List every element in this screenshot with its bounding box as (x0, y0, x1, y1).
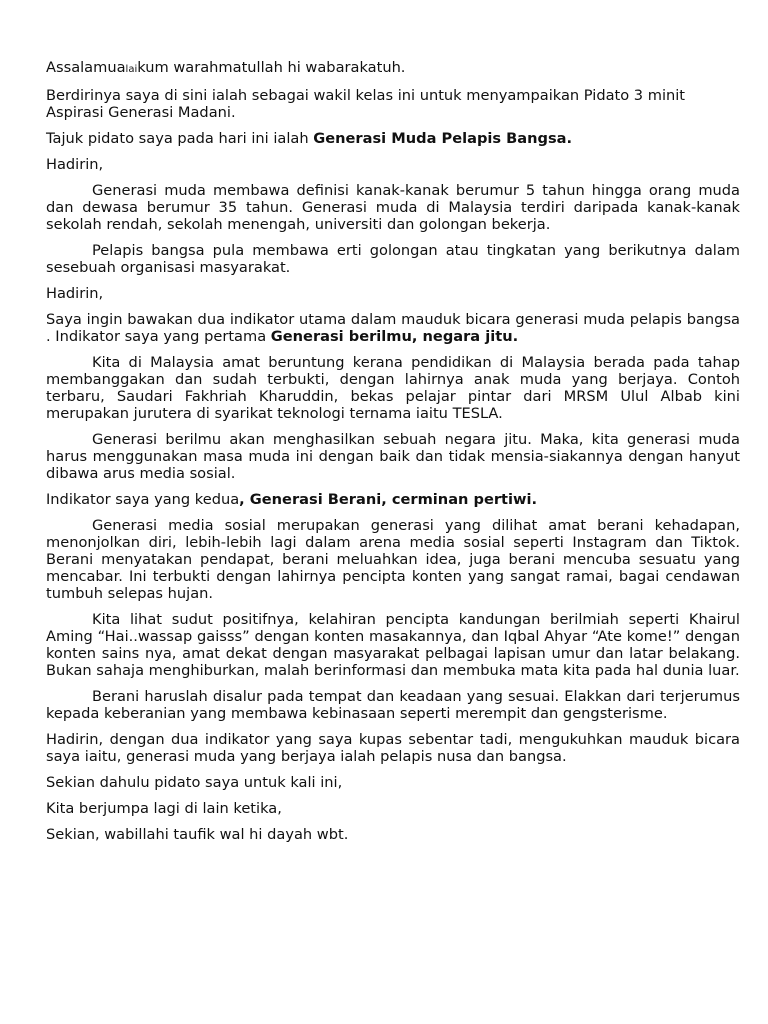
greeting-line (46, 59, 740, 78)
title-line-prefix: Tajuk pidato saya pada hari ini ialah (46, 130, 314, 147)
paragraph-kesimpulan: Hadirin, dengan dua indikator yang saya kupas sebentar tadi, mengukuhkan mauduk bicara saya iaitu, generasi muda yang berjaya ialah pelapis nusa dan bangsa. (46, 731, 740, 765)
indicator-1-heading: Generasi berilmu, negara jitu. (270, 328, 519, 345)
title-line (46, 130, 740, 147)
indicator-1-paragraph (46, 311, 740, 345)
paragraph-media-sosial: Generasi media sosial merupakan generasi yang dilihat amat berani kehadapan, menonjolkan diri, lebih-lebih lagi dalam arena media sosial seperti Instagram dan Tiktok. Berani menyatakan pendapat, berani meluahkan idea, juga berani mencuba sesuatu yang mencabar. Ini terbukti dengan lahirnya pencipta konten yang sangat ramai, bagai cendawan tumbuh selepas hujan. (46, 517, 740, 602)
greeting-text-small: lai (125, 64, 138, 75)
paragraph-malaysia: Kita di Malaysia amat beruntung kerana pendidikan di Malaysia berada pada tahap membanggakan dan sudah terbukti, dengan lahirnya anak muda yang berjaya. Contoh terbaru, Saudari Fakhriah Kharuddin, bekas pelajar pintar dari MRSM Ulul Albab kini merupakan jurutera di syarikat teknologi ternama iaitu TESLA. (46, 354, 740, 422)
speech-title: Generasi Muda Pelapis Bangsa. (313, 130, 573, 147)
indicator-2-heading: , Generasi Berani, cerminan pertiwi. (239, 491, 538, 508)
speech-document (46, 59, 740, 852)
closing-line-1: Sekian dahulu pidato saya untuk kali ini, (46, 774, 343, 791)
salutation-hadirin-1: Hadirin, (46, 156, 104, 173)
greeting-text-end: kum warahmatullah hi wabarakatuh. (137, 59, 406, 76)
paragraph-berani: Berani haruslah disalur pada tempat dan keadaan yang sesuai. Elakkan dari terjerumus kepada keberanian yang membawa kebinasaan seperti merempit dan gengsterisme. (46, 688, 740, 722)
intro-paragraph: Berdirinya saya di sini ialah sebagai wakil kelas ini untuk menyampaikan Pidato 3 minit Aspirasi Generasi Madani. (46, 87, 686, 121)
closing-line-3: Sekian, wabillahi taufik wal hi dayah wbt. (46, 826, 349, 843)
paragraph-generasi-muda: Generasi muda membawa definisi kanak-kanak berumur 5 tahun hingga orang muda dan dewasa berumur 35 tahun. Generasi muda di Malaysia terdiri daripada kanak-kanak sekolah rendah, sekolah menengah, universiti dan golongan bekerja. (46, 182, 740, 233)
indicator-2-paragraph (46, 491, 740, 508)
greeting-text-start: Assalamua (46, 59, 126, 76)
paragraph-generasi-berilmu: Generasi berilmu akan menghasilkan sebuah negara jitu. Maka, kita generasi muda harus menggunakan masa muda ini dengan baik dan tidak mensia-siakannya dengan hanyut dibawa arus media sosial. (46, 431, 740, 482)
indicator-1-text: Saya ingin bawakan dua indikator utama dalam mauduk bicara generasi muda pelapis bangsa . Indikator saya yang pertama (46, 311, 740, 345)
salutation-hadirin-2: Hadirin, (46, 285, 104, 302)
paragraph-sudut-positif: Kita lihat sudut positifnya, kelahiran pencipta kandungan berilmiah seperti Khairul Aming “Hai..wassap gaisss” dengan konten masakannya, dan Iqbal Ahyar “Ate kome!” dengan konten sains nya, amat dekat dengan masyarakat pelbagai lapisan umur dan latar belakang. Bukan sahaja menghiburkan, malah berinformasi dan membuka mata kita pada hal dunia luar. (46, 611, 740, 679)
paragraph-pelapis-bangsa: Pelapis bangsa pula membawa erti golongan atau tingkatan yang berikutnya dalam sesebuah organisasi masyarakat. (46, 242, 740, 276)
indicator-2-text: Indikator saya yang kedua (46, 491, 240, 508)
closing-line-2: Kita berjumpa lagi di lain ketika, (46, 800, 282, 817)
